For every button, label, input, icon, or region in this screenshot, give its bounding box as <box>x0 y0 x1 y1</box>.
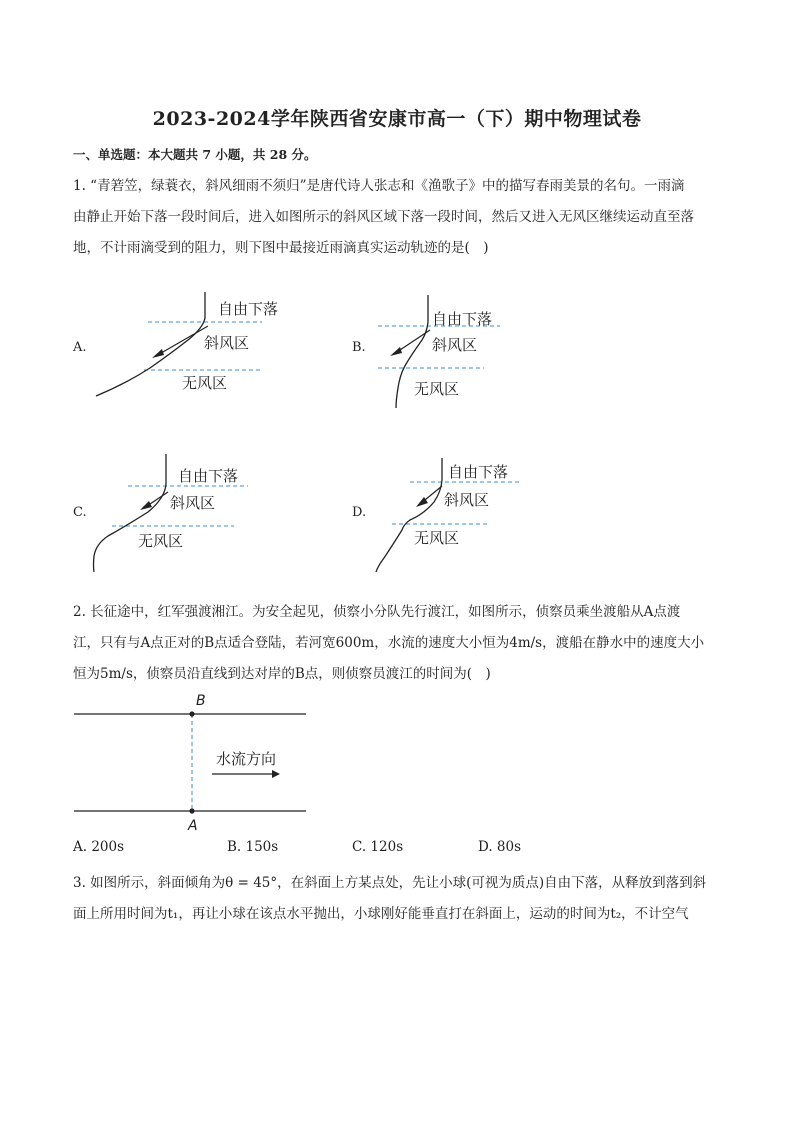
label-no-wind: 无风区 <box>138 532 184 550</box>
point-a-label: A <box>188 818 198 834</box>
question-1-line: 由静止开始下落一段时间后，进入如图所示的斜风区域下落一段时间，然后又进入无风区继续运动直至落 <box>73 209 694 225</box>
label-free-fall: 自由下落 <box>178 467 239 485</box>
question-2-line: 恒为5m/s，侦察员沿直线到达对岸的B点，则侦察员渡江的时间为( ) <box>73 666 491 682</box>
option-c-label: C. <box>73 505 87 520</box>
point-b-dot <box>189 711 194 716</box>
label-slant-wind: 斜风区 <box>444 491 490 509</box>
section-heading: 一、单选题：本大题共 7 小题，共 28 分。 <box>73 147 317 162</box>
label-no-wind: 无风区 <box>414 529 460 547</box>
question-3-line: 面上所用时间为t₁，再让小球在该点水平抛出，小球刚好能垂直打在斜面上，运动的时间为t₂，不计空气 <box>73 906 689 922</box>
question-2-line: 江，只有与A点正对的B点适合登陆，若河宽600m，水流的速度大小恒为4m/s，渡船在静水中的速度大小 <box>73 635 705 651</box>
flow-arrow-head <box>272 770 280 778</box>
label-slant-wind: 斜风区 <box>204 334 250 352</box>
river-crossing-figure <box>70 690 310 834</box>
option-a-trajectory-figure <box>90 288 300 404</box>
label-free-fall: 自由下落 <box>448 463 509 481</box>
option-d-trajectory-figure <box>370 456 530 576</box>
label-slant-wind: 斜风区 <box>432 336 478 354</box>
option-a-label: A. <box>73 340 87 355</box>
point-b-label: B <box>196 693 206 709</box>
label-no-wind: 无风区 <box>414 380 460 398</box>
flow-direction-label: 水流方向 <box>216 750 277 768</box>
choice-d[interactable]: D. 80s <box>478 839 522 855</box>
label-no-wind: 无风区 <box>182 374 228 392</box>
question-3-line: 3. 如图所示，斜面倾角为θ = 45°，在斜面上方某点处，先让小球(可视为质点)自由下落，从释放到落到斜 <box>73 875 707 891</box>
question-1-text <box>73 171 723 264</box>
label-free-fall: 自由下落 <box>432 310 493 328</box>
option-b-label: B. <box>352 340 366 355</box>
option-b-trajectory-figure <box>372 292 532 412</box>
option-d-label: D. <box>352 505 367 520</box>
question-2-line: 2. 长征途中，红军强渡湘江。为安全起见，侦察小分队先行渡江，如图所示，侦察员乘坐渡船从A点渡 <box>73 604 681 620</box>
page-title: 2023-2024学年陕西省安康市高一（下）期中物理试卷 <box>152 108 642 130</box>
question-3-text <box>73 868 723 930</box>
choice-c[interactable]: C. 120s <box>352 839 404 855</box>
choice-b[interactable]: B. 150s <box>227 839 279 855</box>
question-1-line: 地，不计雨滴受到的阻力，则下图中最接近雨滴真实运动轨迹的是( ) <box>73 240 489 256</box>
question-2-text <box>73 597 723 690</box>
label-free-fall: 自由下落 <box>218 300 279 318</box>
choice-a[interactable]: A. 200s <box>73 839 125 855</box>
option-c-trajectory-figure <box>88 452 258 576</box>
point-a-dot <box>189 808 194 813</box>
question-1-line: 1. “青箬笠，绿蓑衣，斜风细雨不须归”是唐代诗人张志和《渔歌子》中的描写春雨美景的名句。一雨滴 <box>73 178 685 194</box>
label-slant-wind: 斜风区 <box>170 494 216 512</box>
